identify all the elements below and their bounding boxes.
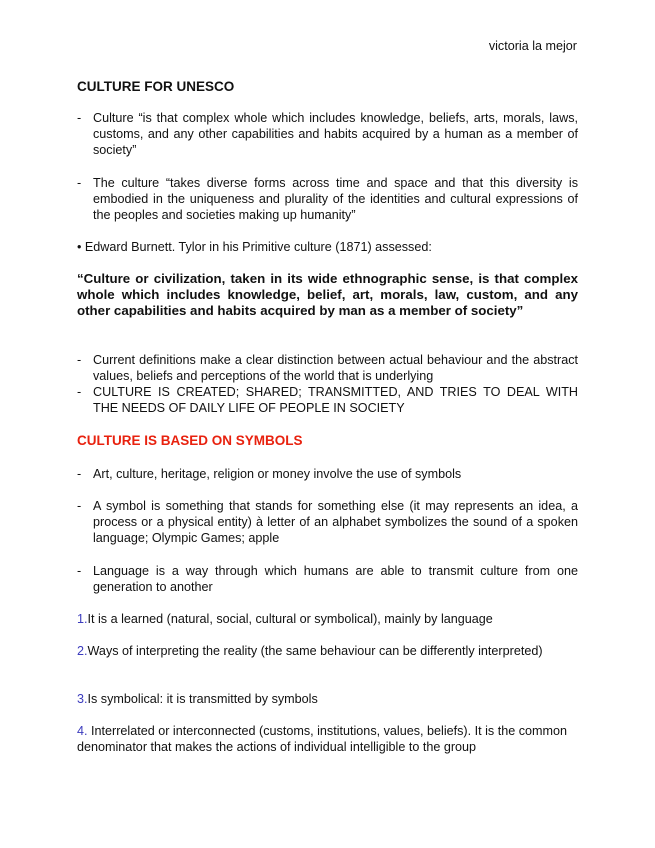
dash-bullet: - [77,467,82,481]
section-heading-symbols: CULTURE IS BASED ON SYMBOLS [77,433,303,448]
dash-bullet: - [77,385,82,399]
numbered-item [77,643,578,659]
dash-bullet: - [77,499,82,513]
tylor-quote: “Culture or civilization, taken in its wide ethnographic sense, is that complex whole which includes knowledge, belief, art, morals, law, custom, and any other capabilities and habits acquired by man as a member of society” [77,271,578,318]
list-item [77,498,578,546]
item-text: Is symbolical: it is transmitted by symbols [87,692,318,706]
list-item-text: Art, culture, heritage, religion or money involve the use of symbols [93,467,462,481]
list-item-text: CULTURE IS CREATED; SHARED; TRANSMITTED, AND TRIES TO DEAL WITH THE NEEDS OF DAILY LIFE OF PEOPLE IN SOCIETY [93,385,578,415]
dash-bullet: - [77,176,82,190]
list-item [77,352,578,384]
dash-bullet: - [77,111,82,125]
numbered-item [77,691,578,707]
page-title: CULTURE FOR UNESCO [77,79,235,94]
item-text: Ways of interpreting the reality (the same behaviour can be differently interpreted) [87,644,543,658]
list-item [77,563,578,595]
page-header-author: victoria la mejor [488,39,577,53]
item-number: 4. [77,724,88,738]
list-item [77,175,578,223]
list-item [77,466,578,482]
item-text: Interrelated or interconnected (customs, institutions, values, beliefs). It is the common denominator that makes the actions of individual intelligible to the group [77,724,567,754]
item-number: 3. [77,692,88,706]
dash-bullet: - [77,564,82,578]
list-item-text: Current definitions make a clear distinction between actual behaviour and the abstract values, beliefs and perceptions of the world that is underlying [93,353,578,383]
tylor-intro: • Edward Burnett. Tylor in his Primitive culture (1871) assessed: [77,240,432,254]
list-item-text: The culture “takes diverse forms across time and space and that this diversity is embodied in the uniqueness and plurality of the identities and cultural expressions of the peoples and societies making up humanity” [93,176,578,222]
list-item-text: Culture “is that complex whole which includes knowledge, beliefs, arts, morals, laws, customs, and any other capabilities and habits acquired by a human as a member of society” [93,111,578,157]
numbered-item [77,723,578,755]
numbered-item [77,611,578,627]
item-number: 1. [77,612,88,626]
list-item [77,384,578,416]
item-number: 2. [77,644,88,658]
list-item [77,110,578,158]
list-item-text: A symbol is something that stands for something else (it may represents an idea, a process or a physical entity) à letter of an alphabet symbolizes the sound of a spoken language; Olympic Games; apple [93,499,578,545]
dash-bullet: - [77,353,82,367]
item-text: It is a learned (natural, social, cultural or symbolical), mainly by language [87,612,493,626]
list-item-text: Language is a way through which humans are able to transmit culture from one generation to another [93,564,578,594]
